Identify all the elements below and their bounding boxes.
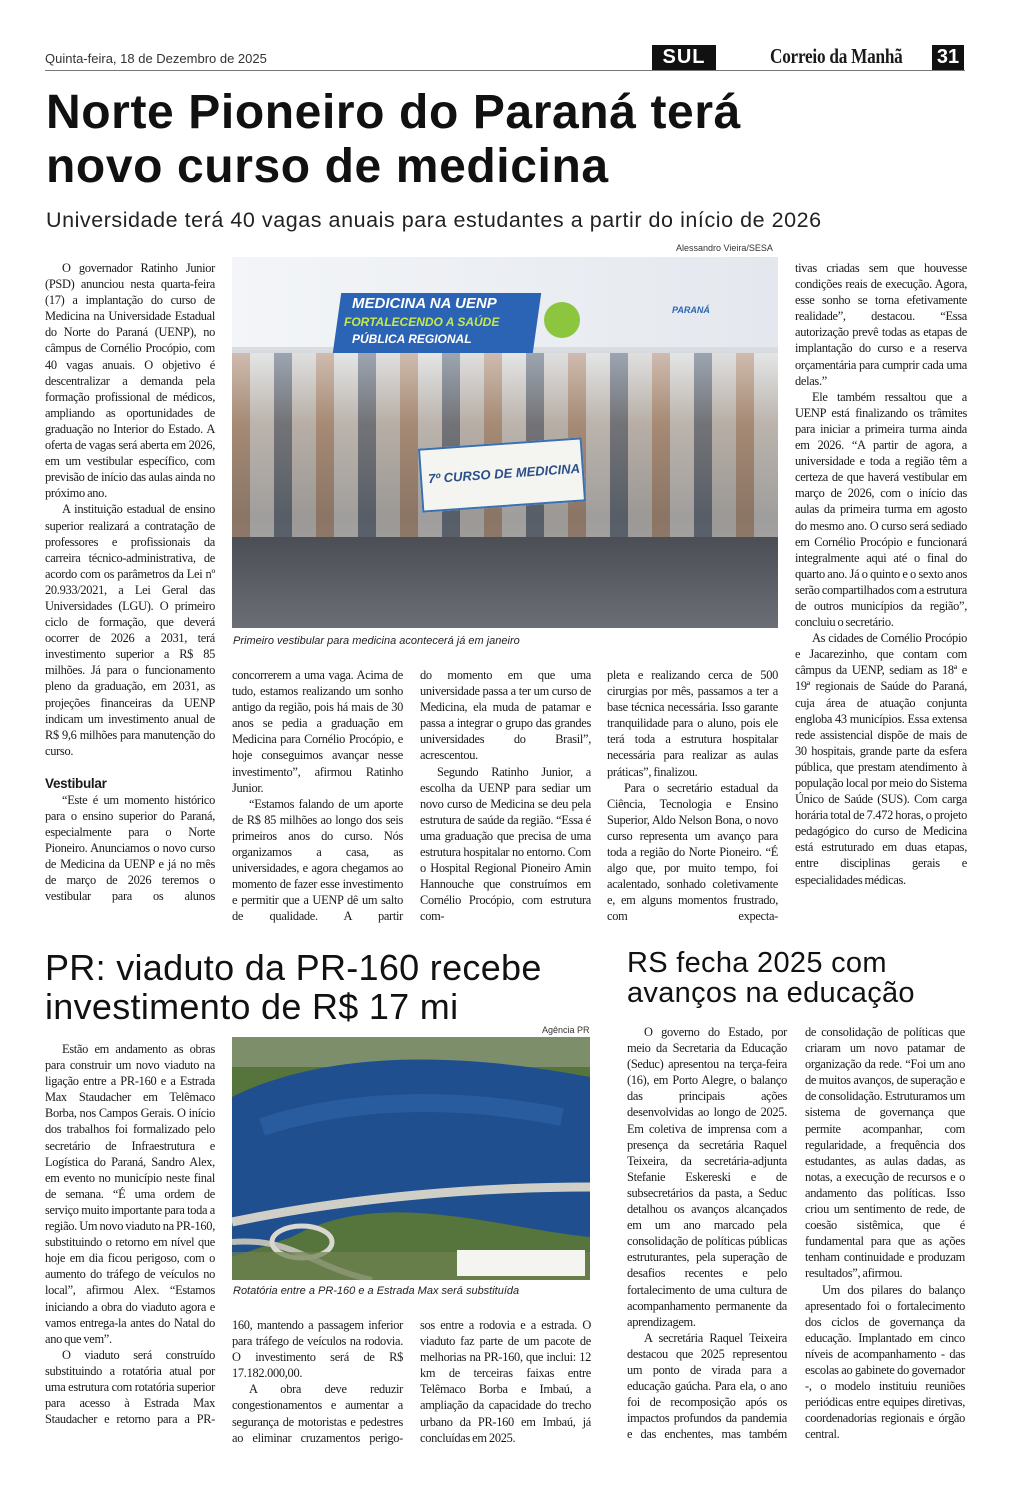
banner-badge bbox=[544, 302, 580, 338]
photo-caption: Primeiro vestibular para medicina acontecerá já em janeiro bbox=[233, 635, 520, 647]
headline-line: RS fecha 2025 com bbox=[627, 947, 887, 979]
headline-line: novo curso de medicina bbox=[46, 140, 609, 193]
paragraph: Um dos pilares do balanço apresentado foi o fortalecimento dos ciclos de governança da educação. Implantado em cinco níveis de acompanhamento - das escolas ao gabinete do governador -, o modelo instituiu reuniões periódicas entre equipes diretivas, coordenadorias regionais e órgão central. bbox=[805, 1282, 965, 1442]
paragraph: A obra deve reduzir congestionamentos e aumentar a segurança de motoristas e pedestres ao eliminar cruzamentos perigo- bbox=[232, 1382, 403, 1445]
header-divider bbox=[45, 70, 965, 71]
headline-line: PR: viaduto da PR-160 recebe bbox=[45, 947, 542, 988]
paragraph: Estão em andamento as obras para construir um novo viaduto na ligação entre a PR-160 e a Estrada Max Staudacher em Telêmaco Borba, nos Campos Gerais. O início dos trabalhos foi formalizado pelo secretário de Infraestrutura e Logística do Paraná, Sandro Alex, em evento no município neste final de semana. “É uma ordem de serviço muito importante para toda a região. Um novo viaduto na PR-160, substituindo o retorno em nível que hoje em dia ficou perigoso, com o aumento do tráfego de veículos no local”, afirmou Alex. “Estamos iniciando a obra do viaduto agora e vamos entrega-la antes do Natal do ano que vem”. bbox=[45, 1042, 215, 1346]
banner-text: MEDICINA NA UENP bbox=[352, 295, 497, 312]
issue-date: Quinta-feira, 18 de Dezembro de 2025 bbox=[45, 51, 267, 66]
banner-text: 7º CURSO DE MEDICINA bbox=[427, 460, 581, 487]
photo-credit: Alessandro Vieira/SESA bbox=[676, 243, 773, 253]
paragraph: “Estamos falando de um aporte de R$ 85 milhões ao longo dos seis primeiros anos do curso. Nós organizamos a casa, as universidades, e agora chegamos ao momento de fazer esse investimento e permitir que a UENP dê um salto de qualidade. A partir bbox=[232, 796, 403, 924]
subheading: Vestibular bbox=[45, 775, 107, 791]
section-label: SUL bbox=[652, 45, 716, 70]
article2-column bbox=[420, 1317, 591, 1446]
paragraph: O governo do Estado, por meio da Secretaria da Educação (Seduc) apresentou na terça-feira (16), em Porto Alegre, o balanço das principais ações desenvolvidas ao longo de 2025. Em coletiva de imprensa com a presença da secretária Raquel Teixeira, da secretária-adjunta Stefanie Eskereski e de subsecretários da pasta, a Seduc detalhou os avanços alcançados em um ano marcado pela consolidação de políticas públicas estruturantes, pela superação de desafios recentes e pelo fortalecimento de uma cultura de acompanhamento permanente da aprendizagem. bbox=[627, 1025, 787, 1329]
paragraph: 160, mantendo a passagem inferior para tráfego de veículos na rodovia. O investimento será de R$ 17.182.000,00. bbox=[232, 1318, 403, 1381]
paragraph: pleta e realizando cerca de 500 cirurgias por mês, passamos a ter a base técnica necessária. Isso garante tranquilidade para o aluno, pois ele terá toda a estrutura hospitalar necessária para realizar as aulas práticas”, finalizou. bbox=[607, 668, 778, 779]
article2-column bbox=[232, 1317, 403, 1446]
article3-headline bbox=[627, 948, 915, 1008]
paragraph: do momento em que uma universidade passa a ter um curso de Medicina, ela muda de patamar e passa a integrar o grupo das grandes universidades do Brasil”, acrescentou. bbox=[420, 668, 591, 763]
article3-column bbox=[627, 1024, 787, 1442]
article1-column bbox=[420, 667, 591, 925]
headline-line: investimento de R$ 17 mi bbox=[45, 986, 459, 1027]
article2-photo bbox=[232, 1037, 590, 1280]
paragraph: sos entre a rodovia e a estrada. O viaduto faz parte de um pacote de melhorias na PR-160, que inclui: 12 km de terceiras faixas entre Telêmaco Borba e Imbaú, a ampliação da capacidade do trecho urbano da PR-160 em Imbaú, já concluídas em 2025. bbox=[420, 1318, 591, 1445]
article1-column bbox=[45, 260, 215, 905]
article1-column bbox=[607, 667, 778, 925]
photo-foreground bbox=[232, 537, 778, 628]
newspaper-name: Correio da Manhã bbox=[770, 44, 903, 68]
paragraph: A secretária Raquel Teixeira destacou que 2025 representou um ponto de virada para a educação gaúcha. Para ela, o ano foi de recomposição após os impactos profundos da pandemia e das enchentes, mas também bbox=[627, 1330, 787, 1442]
aerial-river-image bbox=[232, 1037, 590, 1280]
banner-text: FORTALECENDO A SAÚDE bbox=[344, 315, 500, 329]
photo-caption: Rotatória entre a PR-160 e a Estrada Max será substituída bbox=[233, 1285, 520, 1297]
article1-column bbox=[232, 667, 403, 925]
paragraph: O governador Ratinho Junior (PSD) anunciou nesta quarta-feira (17) a implantação do curso de Medicina na Universidade Estadual do Norte do Paraná (UENP), no câmpus de Cornélio Procópio, com 40 vagas anuais. O objetivo é descentralizar a demanda pela formação profissional de médicos, ampliando as oportunidades de graduação no Interior do Estado. A oferta de vagas será aberta em 2026, em um vestibular específico, com previsão de início das aulas ainda no próximo ano. bbox=[45, 261, 215, 501]
article1-column bbox=[795, 260, 967, 888]
paragraph: Para o secretário estadual da Ciência, Tecnologia e Ensino Superior, Aldo Nelson Bona, o novo curso representa um avanço para toda a região do Norte Pioneiro. “É algo que, por muito tempo, foi acalentado, sonhado coletivamente e, em alguns momentos frustrado, com expecta- bbox=[607, 780, 778, 924]
article1-subtitle: Universidade terá 40 vagas anuais para estudantes a partir do início de 2026 bbox=[46, 208, 822, 232]
paragraph: “Este é um momento histórico para o ensino superior do Paraná, especialmente para o Norte Pioneiro. Anunciamos o novo curso de Medicina da UENP e já no mês de março de 2026 teremos o vestibular para os alunos bbox=[45, 792, 215, 904]
banner-text: PÚBLICA REGIONAL bbox=[352, 332, 472, 346]
paragraph: As cidades de Cornélio Procópio e Jacarezinho, que contam com câmpus da UENP, sediam as 18ª e 19ª regionais de Saúde do Paraná, cuja área de atuação conjunta engloba 43 municípios. Essa extensa rede assistencial dispõe de mais de 30 hospitais, grande parte da esfera pública, que prestam atendimento à população local por meio do Sistema Único de Saúde (SUS). Com carga horária total de 7.472 horas, o projeto pedagógico do curso de Medicina está estruturado em duas etapas, entre disciplinas gerais e especialidades médicas. bbox=[795, 631, 967, 887]
photo-credit: Agência PR bbox=[542, 1025, 590, 1035]
article1-headline bbox=[46, 86, 741, 194]
page-number: 31 bbox=[932, 45, 964, 70]
article2-column bbox=[45, 1041, 215, 1427]
article1-photo bbox=[232, 257, 778, 628]
article2-headline bbox=[45, 948, 542, 1026]
paragraph: A instituição estadual de ensino superior realizará a contratação de professores e profissionais da carreira técnico-administrativa, de acordo com os parâmetros da Lei nº 20.933/2021, a Lei Geral das Universidades (LGU). O primeiro ciclo de formação, que deverá ocorrer de 2026 a 2031, terá investimento superior a R$ 85 milhões. Já para o funcionamento pleno da graduação, em 2031, as projeções financeiras da UENP indicam um investimento anual de R$ 9,6 milhões para manutenção do curso. bbox=[45, 502, 215, 758]
headline-line: Norte Pioneiro do Paraná terá bbox=[46, 86, 741, 139]
paragraph: tivas criadas sem que houvesse condições reais de execução. Agora, esse sonho se torna efetivamente realidade”, destacou. “Essa autorização prevê todas as etapas de implantação do curso e a reserva orçamentária para cumprir cada uma delas.” bbox=[795, 261, 967, 388]
article3-column bbox=[805, 1024, 965, 1442]
paragraph: concorrerem a uma vaga. Acima de tudo, estamos realizando um sonho antigo da região, pois há mais de 30 anos se pedia a graduação em Medicina para Cornélio Procópio, e hoje conseguimos avançar nesse investimento”, afirmou Ratinho Junior. bbox=[232, 668, 403, 795]
paragraph: de consolidação de políticas que criaram um novo patamar de organização da rede. “Foi um ano de muitos avanços, de superação e de consolidação. Estruturamos um sistema de governança que permite acompanhar, com regularidade, a frequência dos estudantes, as aulas dadas, as notas, a execução de recursos e o andamento das políticas. Isso criou um sentimento de rede, de coesão sistêmica, que é fundamental para que as ações tenham continuidade e produzam resultados”, afirmou. bbox=[805, 1025, 965, 1281]
paragraph: O viaduto será construído substituindo a rotatória atual por uma estrutura com rotatória superior para acesso à Estrada Max Staudacher e retorno para a PR- bbox=[45, 1347, 215, 1427]
paragraph: Ele também ressaltou que a UENP está finalizando os trâmites para iniciar a primeira turma ainda em 2026. “A partir de agora, a universidade e toda a região têm a certeza de que haverá vestibular em março de 2026, com o início das aulas da primeira turma em agosto do mesmo ano. O curso será sediado em Cornélio Procópio e funcionará integralmente aqui até o final do quarto ano. Já o quinto e o sexto anos serão compartilhados com a estrutura de outros municípios da região”, concluiu o secretário. bbox=[795, 389, 967, 630]
headline-line: avanços na educação bbox=[627, 977, 915, 1009]
paragraph: Segundo Ratinho Junior, a escolha da UENP para sediar um novo curso de Medicina se deu pela estrutura de saúde da região. “Essa é uma graduação que precisa de uma estrutura hospitalar no entorno. Com o Hospital Regional Pioneiro Amin Hannouche que construímos em Cornélio Procópio, com estrutura com- bbox=[420, 764, 591, 924]
banner-text: PARANÁ bbox=[672, 305, 710, 315]
